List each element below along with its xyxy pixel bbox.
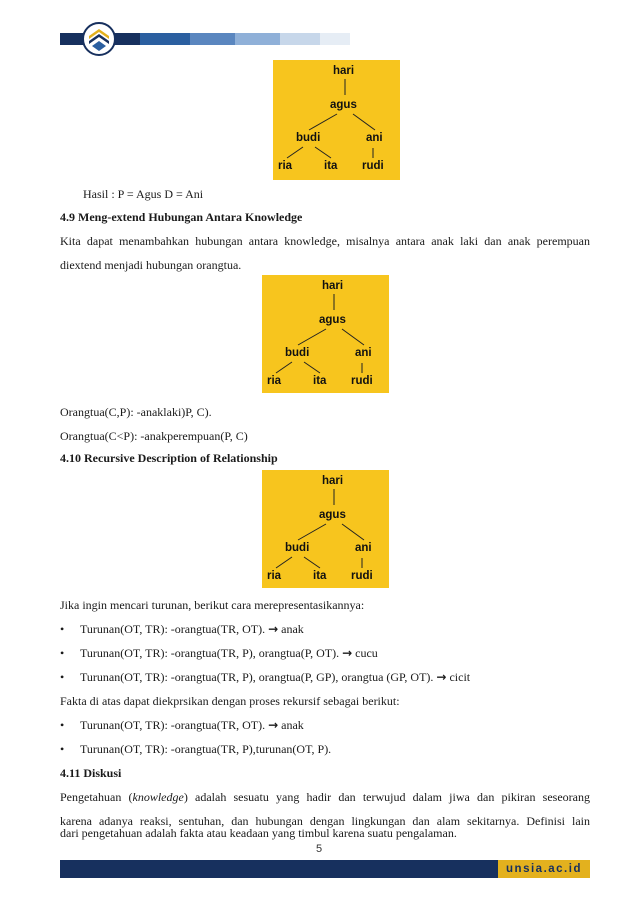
list-item-result: anak [281, 622, 304, 636]
footer-site-label: unsia.ac.id [498, 860, 590, 878]
fakta-text: Fakta di atas dapat diekprsikan dengan proses rekursif sebagai berikut: [60, 694, 400, 708]
tree-node-right: ani [355, 542, 372, 554]
header-bar-segment [280, 33, 320, 45]
paragraph-4-9-line1: Kita dapat menambahkan hubungan antara knowledge, misalnya antara anak laki dan anak perempuan [60, 234, 590, 248]
diskusi-line1 [60, 790, 590, 804]
list-item-text: Turunan(OT, TR): -orangtua(TR, P),turunan(OT, P). [80, 742, 332, 756]
rule-line-2: Orangtua(C<P): -anakperempuan(P, C) [60, 429, 248, 443]
tree-node-leaf3: rudi [351, 570, 373, 582]
bullet-icon: • [60, 622, 65, 636]
header-bar-segment [140, 33, 190, 45]
diskusi-line1-end: ) adalah sesuatu yang hadir dan terwujud dalam jiwa dan pikiran seseorang [183, 790, 591, 804]
list-item-result: cicit [449, 670, 471, 684]
paragraph-4-9-line2: diextend menjadi hubungan orangtua. [60, 258, 242, 272]
family-tree-diagram [262, 275, 389, 393]
tree-node-leaf2: ita [313, 375, 327, 387]
tree-node-leaf2: ita [324, 160, 338, 172]
arrow-right-icon: → [342, 646, 353, 660]
section-heading-4-9: 4.9 Meng-extend Hubungan Antara Knowledge [60, 210, 303, 224]
result-text: Hasil : P = Agus D = Ani [83, 187, 204, 201]
tree-node-left: budi [285, 347, 310, 359]
tree-node-leaf3: rudi [362, 160, 384, 172]
rule-line-1: Orangtua(C,P): -anaklaki)P, C). [60, 405, 212, 419]
diskusi-line1-start: Pengetahuan ( [60, 790, 133, 804]
section-heading-4-11: 4.11 Diskusi [60, 766, 122, 780]
tree-node-right: ani [366, 132, 383, 144]
tree-node-level1: agus [319, 314, 346, 326]
list-item [60, 718, 304, 732]
list-item [60, 742, 331, 756]
tree-node-leaf1: ria [267, 375, 282, 387]
list-item [60, 622, 304, 636]
list-item [60, 646, 378, 660]
tree-node-root: hari [322, 280, 344, 292]
diskusi-line1-emphasis: knowledge [132, 790, 184, 804]
tree-node-right: ani [355, 347, 372, 359]
page-number: 5 [315, 843, 323, 855]
diskusi-line3: dari pengetahuan adalah fakta atau keadaan yang timbul karena suatu pengalaman. [60, 826, 457, 840]
bullet-icon: • [60, 742, 65, 756]
list-item-text: Turunan(OT, TR): -orangtua(TR, P), orangtua(P, OT). [80, 646, 340, 660]
list-item-text: Turunan(OT, TR): -orangtua(TR, P), orangtua(P, GP), orangtua (GP, OT). [80, 670, 434, 684]
arrow-right-icon: → [268, 718, 279, 732]
header-bar-segment [320, 33, 350, 45]
tree-node-level1: agus [330, 99, 357, 111]
family-tree-diagram [273, 60, 400, 180]
tree-node-left: budi [285, 542, 310, 554]
list-item-result: cucu [355, 646, 378, 660]
tree-node-left: budi [296, 132, 321, 144]
family-tree-diagram [262, 470, 389, 588]
bullet-icon: • [60, 718, 65, 732]
tree-node-leaf3: rudi [351, 375, 373, 387]
list-item-text: Turunan(OT, TR): -orangtua(TR, OT). [80, 622, 266, 636]
tree-node-leaf1: ria [278, 160, 293, 172]
tree-node-root: hari [333, 65, 355, 77]
bullet-icon: • [60, 646, 65, 660]
header-bar-segment [190, 33, 235, 45]
intro-turunan: Jika ingin mencari turunan, berikut cara merepresentasikannya: [60, 598, 365, 612]
list-item-text: Turunan(OT, TR): -orangtua(TR, OT). [80, 718, 266, 732]
tree-node-level1: agus [319, 509, 346, 521]
tree-node-leaf1: ria [267, 570, 282, 582]
diskusi-line2: karena adanya reaksi, sentuhan, dan hubungan dengan lingkungan dan alam sekitarnya. Definisi lain [60, 814, 590, 828]
tree-node-root: hari [322, 475, 344, 487]
header-bar-segment [235, 33, 280, 45]
unsia-logo [82, 22, 116, 56]
tree-node-leaf2: ita [313, 570, 327, 582]
bullet-icon: • [60, 670, 65, 684]
list-item-result: anak [281, 718, 304, 732]
arrow-right-icon: → [268, 622, 279, 636]
list-item [60, 670, 470, 684]
arrow-right-icon: → [436, 670, 447, 684]
section-heading-4-10: 4.10 Recursive Description of Relationship [60, 451, 278, 465]
